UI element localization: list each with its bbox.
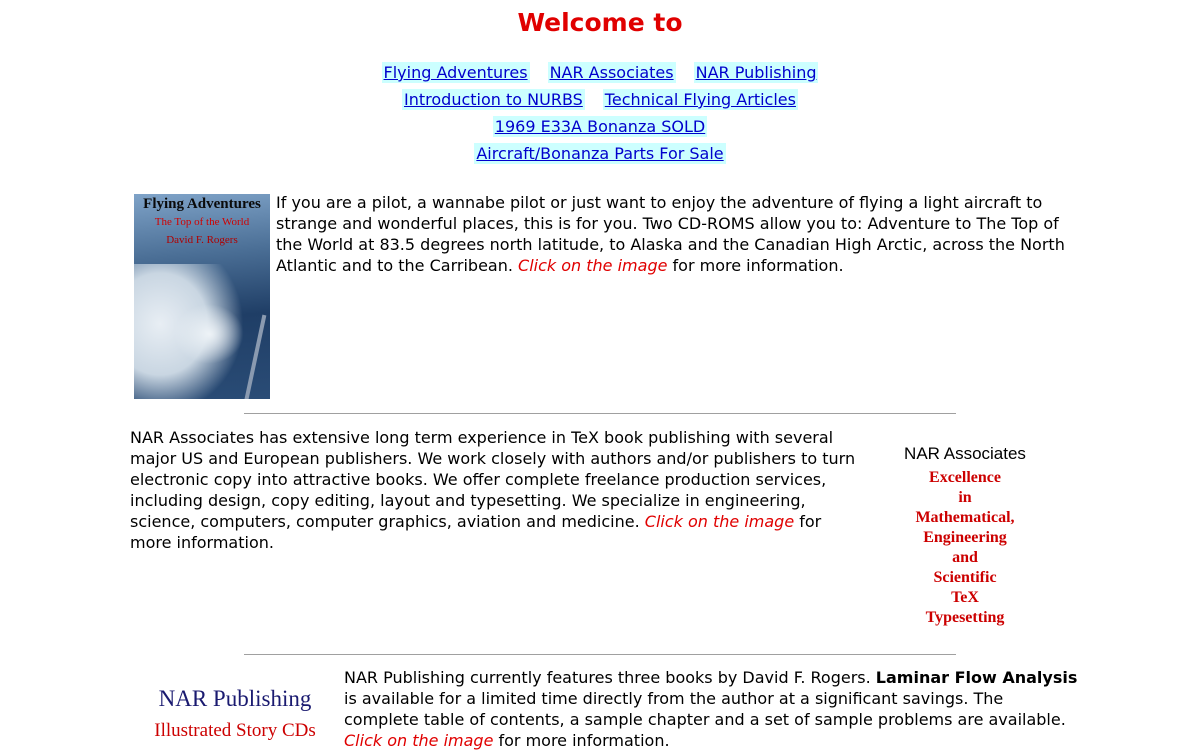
nav-link-nar-associates[interactable]: NAR Associates bbox=[549, 63, 674, 82]
publishing-text-a: NAR Publishing currently features three books by David F. Rogers. bbox=[344, 668, 876, 687]
logo-line: TeX bbox=[951, 589, 979, 606]
logo-line: and bbox=[952, 549, 978, 566]
nar-publishing-logo-image[interactable] bbox=[130, 686, 340, 742]
logo-line: Scientific bbox=[933, 569, 997, 586]
cover-author: David F. Rogers bbox=[166, 234, 238, 246]
nav-link-parts-for-sale[interactable]: Aircraft/Bonanza Parts For Sale bbox=[476, 144, 724, 163]
nav-row-3 bbox=[0, 116, 1200, 137]
publishing-tail: for more information. bbox=[493, 731, 670, 750]
logo-line: Typesetting bbox=[925, 609, 1005, 626]
nav-row-1 bbox=[0, 62, 1200, 83]
logo-line: Mathematical, bbox=[915, 509, 1015, 526]
associates-text: NAR Associates has extensive long term experience in TeX book publishing with several major US and European publishers. We work closely with authors and/or publishers to turn electronic copy into attractive books. We offer complete freelance production services, including design, copy editing, layout and typesetting. We specialize in engineering, science, computers, computer graphics, aviation and medicine. bbox=[130, 428, 856, 531]
nav-row-4 bbox=[0, 143, 1200, 164]
flying-adventures-cover-image[interactable] bbox=[134, 194, 270, 399]
logo-line: Engineering bbox=[923, 529, 1007, 546]
publishing-click-hint: Click on the image bbox=[344, 731, 494, 750]
page-title: Welcome to bbox=[517, 8, 683, 37]
flying-adventures-description bbox=[276, 192, 1076, 276]
flying-text: If you are a pilot, a wannabe pilot or just want to enjoy the adventure of flying a light aircraft to strange and wonderful places, this is for you. Two CD-ROMS allow you to: Adventure to The Top of the World at 83.5 degrees north latitude, to Alaska and the Canadian High Arctic, across the North Atlantic and to the Carribean. bbox=[276, 193, 1065, 275]
section-divider-1 bbox=[244, 413, 956, 414]
logo-line: in bbox=[958, 489, 972, 506]
nar-publishing-logo-brand: NAR Publishing bbox=[158, 686, 312, 711]
nav-row-2 bbox=[0, 89, 1200, 110]
cover-wing-strut bbox=[242, 315, 267, 399]
nav-link-bonanza-sold[interactable]: 1969 E33A Bonanza SOLD bbox=[494, 117, 706, 136]
nar-associates-logo-brand: NAR Associates bbox=[904, 444, 1026, 463]
publishing-text-b: is available for a limited time directly from the author at a significant savings. The complete table of contents, a sample chapter and a set of sample problems are available. bbox=[344, 689, 1066, 729]
nar-associates-description bbox=[130, 427, 860, 553]
associates-click-hint: Click on the image bbox=[644, 512, 795, 531]
nav-link-nurbs[interactable]: Introduction to NURBS bbox=[404, 90, 583, 109]
logo-line: Excellence bbox=[929, 469, 1001, 486]
cover-subtitle: The Top of the World bbox=[154, 216, 250, 228]
section-divider-2 bbox=[244, 654, 956, 655]
laminar-flow-title: Laminar Flow Analysis bbox=[875, 668, 1078, 687]
cover-ice-art-2 bbox=[174, 304, 244, 364]
flying-click-hint: Click on the image bbox=[518, 256, 668, 275]
nar-publishing-description bbox=[344, 667, 1079, 751]
cover-title: Flying Adventures bbox=[143, 196, 261, 212]
nav-link-technical-flying[interactable]: Technical Flying Articles bbox=[604, 90, 796, 109]
nav-link-nar-publishing[interactable]: NAR Publishing bbox=[695, 63, 817, 82]
nar-associates-logo-image[interactable] bbox=[880, 444, 1050, 628]
nav-link-flying-adventures[interactable]: Flying Adventures bbox=[383, 63, 528, 82]
flying-tail: for more information. bbox=[667, 256, 844, 275]
associates-tail: for more information. bbox=[130, 512, 822, 552]
nar-publishing-logo-subtitle: Illustrated Story CDs bbox=[154, 720, 316, 741]
